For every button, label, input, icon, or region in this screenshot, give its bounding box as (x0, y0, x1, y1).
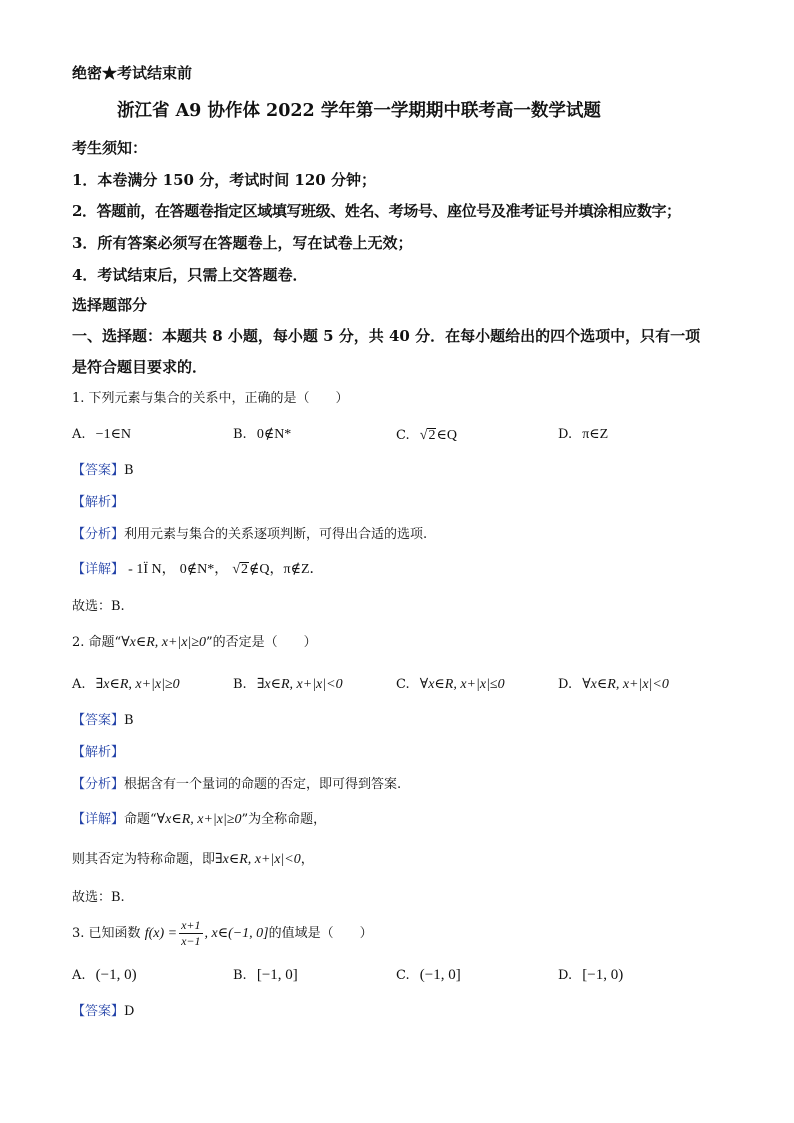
q1-detail-radicand: 2 (241, 562, 249, 577)
q3-stem-domain: , x∈(−1, 0] (204, 926, 269, 941)
section-instruction-line1: 一、选择题：本题共 8 小题，每小题 5 分，共 40 分．在每小题给出的四个选项中，只有一项 (72, 327, 701, 345)
q3-answer-value: D (124, 1004, 135, 1019)
notice-item-2: 2．答题前，在答题卷指定区域填写班级、姓名、考场号、座位号及准考证号并填涂相应数字； (72, 202, 681, 220)
q3-option-c (396, 968, 461, 983)
notice-heading: 考生须知： (72, 139, 148, 157)
q1-option-c-label: C. (396, 428, 410, 443)
q2-option-d-math: ∀x∈R, x+|x|<0 (582, 677, 669, 692)
q1-option-b-label: B. (233, 427, 247, 442)
notice-item-1: 1．本卷满分 150 分，考试时间 120 分钟； (72, 171, 376, 189)
q2-option-c-math: ∀x∈R, x+|x|≤0 (419, 677, 505, 692)
q2-detail-prefix: 命题“ (124, 812, 157, 827)
q1-conclusion: 故选：B. (72, 599, 125, 614)
q3-option-b-label: B. (233, 968, 247, 983)
q3-option-b-math: [−1, 0] (256, 967, 298, 983)
section-label: 选择题部分 (72, 296, 148, 314)
q3-stem-suffix: 的值域是（ ） (268, 926, 373, 941)
q2-option-b (233, 678, 343, 692)
q2-option-d (558, 678, 669, 692)
q3-option-a-label: A. (72, 968, 86, 983)
q1-detail-part-c: ∉Q，π∉Z． (249, 562, 324, 577)
q3-answer (72, 1005, 134, 1018)
q2-option-a-math: ∃x∈R, x+|x|≥0 (95, 677, 180, 692)
q2-option-d-label: D. (558, 677, 573, 692)
q1-fenxi-tag: 【分析】 (72, 527, 125, 542)
q1-answer (72, 464, 134, 477)
q3-fraction-denominator: x−1 (181, 934, 201, 948)
q1-answer-tag: 【答案】 (72, 463, 125, 478)
q1-option-d-math: π∈Z (582, 427, 609, 442)
q3-option-a (72, 968, 137, 983)
q3-option-d-label: D. (558, 968, 573, 983)
exam-title: 浙江省 A9 协作体 2022 学年第一学期期中联考高一数学试题 (117, 101, 601, 121)
q2-answer-tag: 【答案】 (72, 713, 125, 728)
q1-stem: 1. 下列元素与集合的关系中，正确的是（ ） (72, 391, 349, 406)
q2-analysis-tag-text: 【解析】 (72, 745, 125, 760)
q1-detail-part-a: - 1Ï N， (128, 562, 176, 577)
q1-analysis-tag-text: 【解析】 (72, 495, 125, 510)
q2-stem-prefix: 2. 命题“ (72, 635, 122, 650)
q2-option-c (396, 678, 505, 692)
q3-stem (72, 918, 373, 949)
q2-fenxi (72, 778, 401, 791)
q2-detail-tag: 【详解】 (72, 812, 125, 827)
q1-option-c-radicand: 2 (428, 428, 436, 443)
q1-option-d (558, 428, 608, 442)
q1-option-b (233, 428, 291, 442)
q1-option-a-math: −1∈N (95, 427, 132, 442)
q1-fenxi (72, 528, 427, 541)
q2-answer (72, 714, 134, 727)
q3-fraction-numerator: x+1 (181, 918, 201, 932)
q2-detail (72, 813, 326, 827)
q3-answer-tag: 【答案】 (72, 1004, 125, 1019)
notice-item-4: 4．考试结束后，只需上交答题卷． (72, 266, 308, 284)
q2-conclusion: 故选：B. (72, 890, 125, 905)
q2-option-c-label: C. (396, 677, 410, 692)
q1-option-c: C. √2∈Q (396, 428, 457, 443)
q3-option-d-math: [−1, 0) (582, 967, 624, 983)
q1-fenxi-text: 利用元素与集合的关系逐项判断，可得出合适的选项. (124, 527, 428, 542)
q1-option-b-math: 0∉N* (256, 427, 292, 442)
q2-option-a-label: A. (72, 677, 86, 692)
q2-stem (72, 636, 317, 650)
q2-negation (72, 853, 314, 867)
q3-option-d (558, 968, 623, 983)
q2-option-b-math: ∃x∈R, x+|x|<0 (256, 677, 343, 692)
q1-detail-tag: 【详解】 (72, 562, 125, 577)
q2-fenxi-tag: 【分析】 (72, 777, 125, 792)
q2-negation-prefix: 则其否定为特称命题，即 (72, 852, 216, 867)
q1-option-a-label: A. (72, 427, 86, 442)
q2-fenxi-text: 根据含有一个量词的命题的否定，即可得到答案. (124, 777, 402, 792)
q2-stem-suffix: ”的否定是（ ） (206, 635, 317, 650)
q1-detail-part-b: 0∉N*， (179, 562, 229, 577)
q2-analysis-tag (72, 746, 124, 759)
q2-stem-math: ∀x∈R, x+|x|≥0 (121, 635, 207, 650)
q2-option-b-label: B. (233, 677, 247, 692)
q3-option-c-math: (−1, 0] (419, 967, 461, 983)
q2-detail-suffix: ”为全称命题， (241, 812, 327, 827)
q3-option-c-label: C. (396, 968, 410, 983)
q2-negation-math: ∃x∈R, x+|x|<0 (215, 852, 301, 867)
q2-answer-value: B (124, 713, 134, 728)
q3-option-a-math: (−1, 0) (95, 967, 137, 983)
q2-negation-suffix: ， (300, 852, 314, 867)
q2-detail-math: ∀x∈R, x+|x|≥0 (156, 812, 242, 827)
q3-option-b (233, 968, 298, 983)
q1-option-c-rest: ∈Q (436, 428, 457, 443)
notice-item-3: 3．所有答案必须写在答题卷上，写在试卷上无效； (72, 234, 413, 252)
q3-stem-fx: f(x) = (144, 926, 178, 941)
section-instruction-line2: 是符合题目要求的． (72, 358, 208, 376)
q3-fraction (179, 918, 202, 949)
q1-analysis-tag (72, 496, 124, 509)
q1-answer-value: B (124, 463, 134, 478)
confidential-mark: 绝密★考试结束前 (72, 64, 193, 82)
q1-detail: 【详解】 - 1Ï N， 0∉N*， √2∉Q，π∉Z． (72, 562, 324, 577)
q3-stem-prefix: 3. 已知函数 (72, 926, 141, 941)
q1-option-d-label: D. (558, 427, 573, 442)
q2-option-a (72, 678, 180, 692)
q1-option-a (72, 428, 131, 442)
